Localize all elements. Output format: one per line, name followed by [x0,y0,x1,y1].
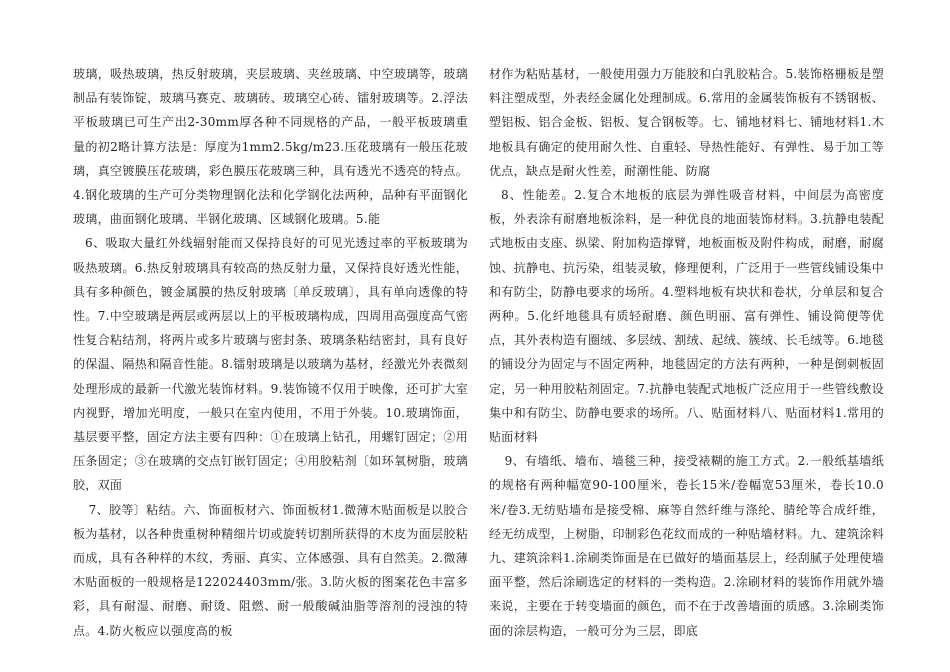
paragraph-heat-absorbing-glass: 6、吸取大量红外线辐射能而又保持良好的可见光透过率的平板玻璃为吸热玻璃。6.热反射玻璃具有较高的热反射力量，又保持良好透光性能，具有多种颜色，镀金属膜的热反射玻璃〔单反玻璃〕，具有单向透像的特性。7.中空玻璃是两层或两层以上的平板玻璃构成，四周用高强度高气密性复合粘结剂，将两片或多片玻璃与密封条、玻璃条粘结密封，具有良好的保温、隔热和隔音性能。8.镭射玻璃是以玻璃为基材，经激光外表微刻处理形成的最新一代激光装饰材料。9.装饰镜不仅用于映像，还可扩大室内视野，增加光明度，一般只在室内使用，不用于外装。10.玻璃饰面，基层要平整，固定方法主要有四种：①在玻璃上钻孔，用螺钉固定；②用压条固定；③在玻璃的交点钉嵌钉固定；④用胶粘剂〔如环氧树脂，玻璃胶，双面 [73,236,468,493]
right-text-column [489,62,884,643]
paragraph-metal-panels-flooring: 材作为粘贴基材，一般使用强力万能胶和白乳胶粘合。5.装饰格栅板是塑料注塑成型，外表经金属化处理制成。6.常用的金属装饰板有不锈钢板、塑铝板、铝合金板、铝板、复合钢板等。七、铺地材料七、铺地材料1.木地板具有确定的使用耐久性、自重轻、导热性能好、有弹性、易于加工等优点，缺点是耐火性差，耐潮性能、防腐 [489,67,884,178]
paragraph-wallpaper-coatings: 9、有墙纸、墙布、墙毯三种，接受裱糊的施工方式。2.一般纸基墙纸的规格有两种幅宽90-100厘米，卷长15米/卷幅宽53厘米，卷长10.0米/卷3.无纺贴墙布是接受棉、麻等自然纤维与涤纶、腈纶等合成纤维，经无纺成型，上树脂，印制彩色花纹而成的一种贴墙材料。九、建筑涂料九、建筑涂料1.涂刷类饰面是在已做好的墙面基层上，经刮腻子处理使墙面平整，然后涂刷选定的材料的一类构造。2.涂刷材料的装饰作用就外墙来说，主要在于转变墙面的颜色，而不在于改善墙面的质感。3.涂刷类饰面的涂层构造，一般可分为三层，即底 [489,454,884,638]
left-text-column [73,62,468,643]
paragraph-composite-flooring: 8、性能差。2.复合木地板的底层为弹性吸音材料，中间层为高密度板，外表涂有耐磨地板涂料，是一种优良的地面装饰材料。3.抗静电装配式地板由支座、纵梁、附加构造撑臂，地板面板及附件构成，耐磨，耐腐蚀、抗静电、抗污染，组装灵敏，修理便利，广泛用于一些管线铺设集中和有防尘，防静电要求的场所。4.塑料地板有块状和卷状，分单层和复合两种。5.化纤地毯具有质轻耐磨、颜色明丽、富有弹性、铺设简便等优点，其外表构造有圈绒、多层绒、割绒、起绒、簇绒、长毛绒等。6.地毯的铺设分为固定与不固定两种，地毯固定的方法有两种，一种是倒刺板固定，另一种用胶粘剂固定。7.抗静电装配式地板广泛应用于一些管线敷设集中和有防尘、防静电要求的场所。八、贴面材料八、贴面材料1.常用的贴面材料 [489,188,884,445]
paragraph-decorative-panels: 7、胶等〕粘结。六、饰面板材六、饰面板材1.微薄木贴面板是以胶合板为基材，以各种贵重树种精细片切或旋转切割所获得的木皮为面层胶粘而成，具有各种样的木纹，秀丽、真实、立体感强、具有自然美。2.微薄木贴面板的一般规格是122024403mm/张。3.防火板的图案花色丰富多彩，具有耐湿、耐磨、耐烫、阻燃、耐一般酸碱油脂等溶剂的浸浊的特点。4.防火板应以强度高的板 [73,502,468,638]
paragraph-glass-types: 玻璃，吸热玻璃，热反射玻璃，夹层玻璃、夹丝玻璃、中空玻璃等，玻璃制品有装饰锭，玻璃马赛克、玻璃砖、玻璃空心砖、镭射玻璃等。2.浮法平板玻璃已可生产出2-30mm厚各种不同规格的产品，一般平板玻璃重量的初2略计算方法是：厚度为1mm2.5kg/m23.压花玻璃有一般压花玻璃，真空镀膜压花玻璃，彩色膜压花玻璃三种，具有透光不透亮的特点。4.钢化玻璃的生产可分类物理钢化法和化学钢化法两种，品种有平面钢化玻璃，曲面钢化玻璃、半钢化玻璃、区域钢化玻璃。5.能 [73,67,468,227]
